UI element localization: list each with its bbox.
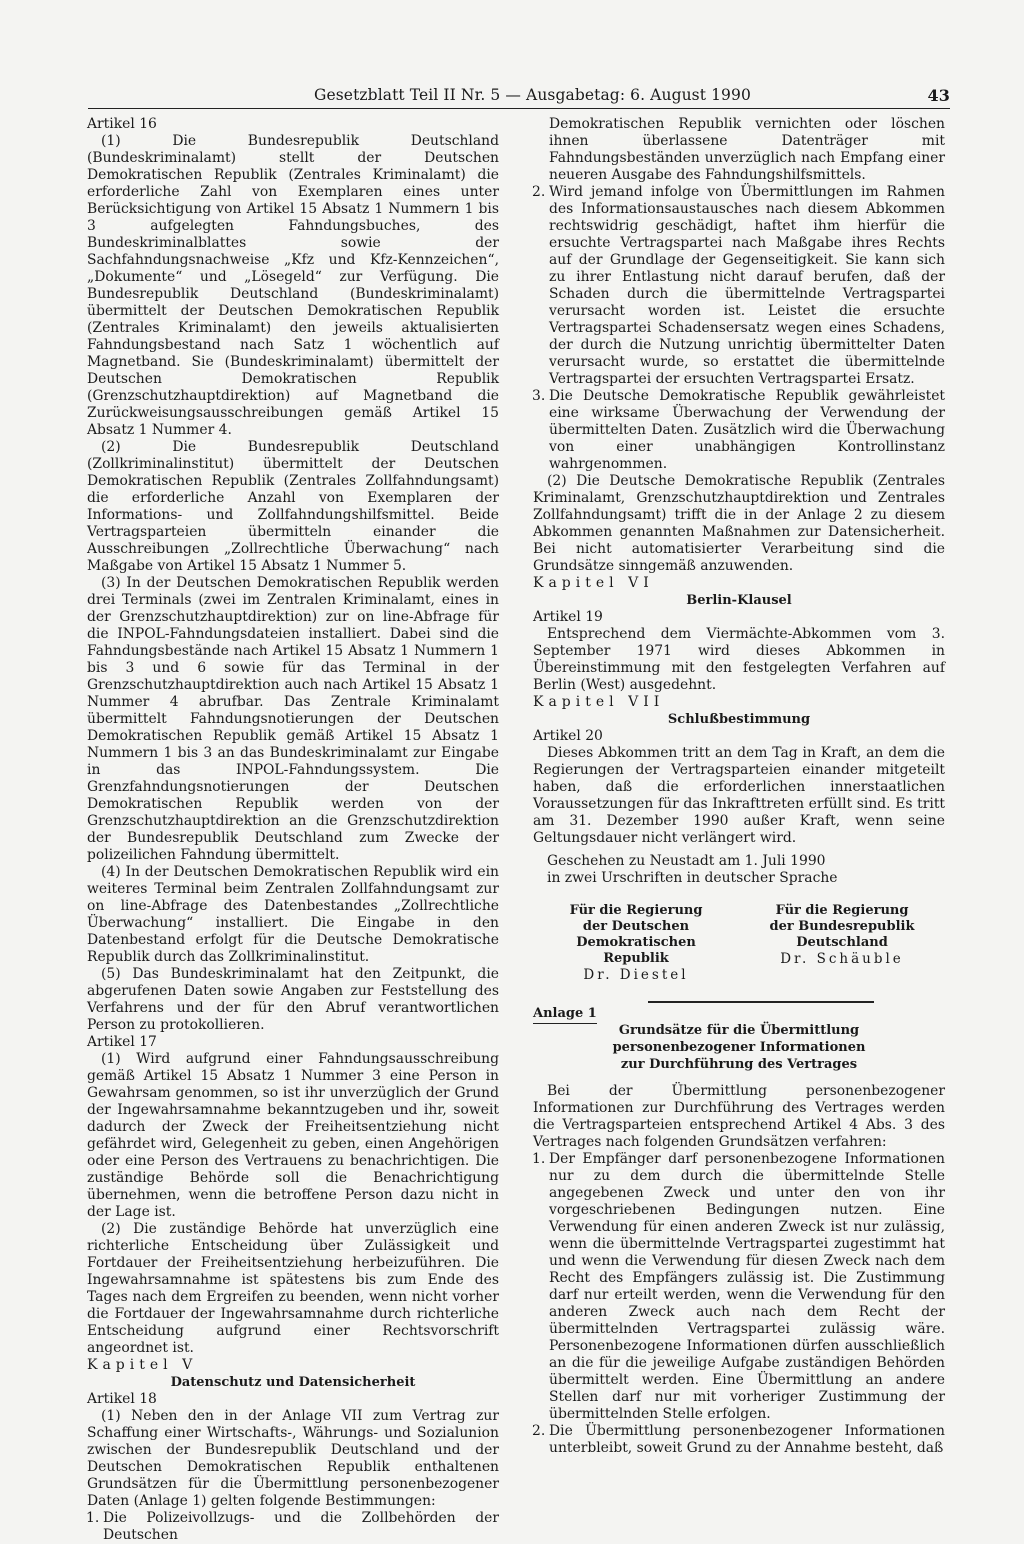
signatory-name: Dr. Schäuble	[780, 951, 904, 967]
chapter-7-title: Schlußbestimmung	[667, 712, 811, 727]
signature-line: der Bundesrepublik	[769, 919, 915, 934]
annex-title-line: Grundsätze für die Übermittlung	[618, 1022, 860, 1038]
list-item-text: Die Deutsche Demokratische Republik gewährleistet eine wirksame Überwachung der Verwendung der übermittelten Daten. Zusätzlich wird die Überwachung von einer unabhängigen Kontrollinstanz wahrgenommen.	[549, 388, 945, 472]
list-item	[533, 1151, 945, 1423]
annex-title-line: personenbezogener Informationen	[612, 1039, 866, 1055]
paragraph: (2) Die Deutsche Demokratische Republik (Zentrales Kriminalamt, Grenzschutzhauptdirektion und Zentrales Zollfahndungsamt) trifft die in der Anlage 2 zu diesem Abkommen genannten Maßnahmen zur Datensicherheit. Bei nicht automatisierter Verarbeitung sind die Grundsätze sinngemäß anzuwenden.	[533, 473, 945, 574]
signature-line: Für die Regierung	[775, 903, 909, 918]
chapter-6-title: Berlin-Klausel	[686, 593, 792, 608]
list-item-text: Der Empfänger darf personenbezogene Informationen nur zu dem durch die übermittelnde Stelle angegebenen Zweck und unter den von ihr vorgeschriebenen Bedingungen nutzen. Eine Verwendung für einen anderen Zweck ist nur zulässig, wenn die übermittelnde Vertragspartei zugestimmt hat und wenn die Verwendung für diesen Zweck nach dem Recht des Empfängers zulässig ist. Die Zustimmung darf nur erteilt werden, wenn die Verwendung für den anderen Zweck auch nach dem Recht der übermittelnden Vertragspartei zulässig wäre. Personenbezogene Informationen dürfen ausschließlich an die für die jeweilige Aufgabe zuständigen Behörden übermittelt werden. Eine Übermittlung an andere Stellen darf nur mit vorheriger Zustimmung der übermittelnden Stelle erfolgen.	[549, 1150, 945, 1422]
signatures	[533, 903, 945, 983]
annex-label	[533, 1005, 945, 1022]
paragraph: (2) Die zuständige Behörde hat unverzüglich eine richterliche Entscheidung über Zulässigkeit und Fortdauer der Freiheitsentziehung herbeizuführen. Die Ingewahrsamnahme ist spätestens bis zum Ende des Tages nach dem Ergreifen zu beenden, wenn nicht vorher die Fortdauer der Ingewahrsamnahme durch richterliche Entscheidung aufgrund einer Rechtsvorschrift angeordnet ist.	[87, 1221, 499, 1356]
list-item	[533, 388, 945, 473]
page-number: 43	[927, 86, 950, 105]
list-item: 1. Die Polizeivollzugs- und die Zollbehörden der Deutschen	[86, 1510, 499, 1543]
article-18-heading: Artikel 18	[87, 1391, 157, 1407]
annex-title-line: zur Durchführung des Vertrages	[620, 1056, 858, 1072]
place-date: Geschehen zu Neustadt am 1. Juli 1990	[547, 853, 826, 869]
article-19-heading: Artikel 19	[533, 609, 603, 625]
signature-line: Für die Regierung	[569, 903, 703, 918]
copies-note: in zwei Urschriften in deutscher Sprache	[547, 870, 838, 886]
page-header	[88, 86, 950, 106]
annex-label-text: Anlage 1	[533, 1006, 597, 1024]
list-item	[533, 184, 945, 388]
separator-rule	[648, 1001, 874, 1003]
list-number: 2.	[532, 184, 546, 200]
chapter-6-heading: Kapitel VI	[533, 575, 654, 591]
signature-line: der Deutschen Demokratischen	[576, 919, 696, 950]
signature-left	[533, 903, 739, 983]
signature-right	[739, 903, 945, 983]
paragraph: Dieses Abkommen tritt an dem Tag in Kraft, an dem die Regierungen der Vertragsparteien einander mitgeteilt haben, daß die erforderlichen innerstaatlichen Voraussetzungen für das Inkrafttreten erfüllt sind. Es tritt am 31. Dezember 1990 außer Kraft, wenn seine Geltungsdauer nicht verlängert wird.	[533, 745, 945, 846]
article-17-heading: Artikel 17	[87, 1034, 157, 1050]
paragraph: (1) Die Bundesrepublik Deutschland (Bundeskriminalamt) stellt der Deutschen Demokratischen Republik (Zentrales Kriminalamt) die erforderliche Zahl von Exemplaren eines unter Berücksichtigung von Artikel 15 Absatz 1 Nummern 1 bis 3 aufgelegten Fahndungsbuches, des Bundeskriminalblattes sowie der Sachfahndungsnachweise „Kfz und Kfz-Kennzeichen“, „Dokumente“ und „Lösegeld“ zur Verfügung. Die Bundesrepublik Deutschland (Bundeskriminalamt) übermittelt der Deutschen Demokratischen Republik (Zentrales Kriminalamt) den jeweils aktualisierten Fahndungsbestand nach Satz 1 wöchentlich auf Magnetband. Sie (Bundeskriminalamt) übermittelt der Deutschen Demokratischen Republik (Grenzschutzhauptdirektion) auf Magnetband die Zurückweisungsausschreibungen gemäß Artikel 15 Absatz 1 Nummer 4.	[87, 133, 499, 438]
signatory-name: Dr. Diestel	[583, 967, 689, 983]
chapter-7-heading: Kapitel VII	[533, 694, 665, 710]
header-title: Gesetzblatt Teil II Nr. 5 — Ausgabetag: 6. August 1990	[314, 86, 751, 104]
paragraph: (1) Neben den in der Anlage VII zum Vertrag zur Schaffung einer Wirtschafts-, Währungs- und Sozialunion zwischen der Bundesrepublik Deutschland und der Deutschen Demokratischen Republik enthaltenen Grundsätzen für die Übermittlung personenbezogener Daten (Anlage 1) gelten folgende Bestimmungen:	[87, 1408, 499, 1509]
article-20-heading: Artikel 20	[533, 728, 603, 744]
paragraph: (5) Das Bundeskriminalamt hat den Zeitpunkt, die abgerufenen Daten sowie Angaben zur Feststellung des Verfahrens und der für den Abruf verantwortlichen Person zu protokollieren.	[87, 966, 499, 1033]
list-item	[533, 1423, 945, 1457]
paragraph: Demokratischen Republik vernichten oder löschen ihnen überlassene Datenträger mit Fahndungsbeständen unverzüglich nach Empfang einer neueren Ausgabe des Fahndungshilfsmittels.	[549, 116, 945, 183]
signature-line: Republik	[603, 951, 669, 966]
paragraph: (3) In der Deutschen Demokratischen Republik werden drei Terminals (zwei im Zentralen Kriminalamt, eines in der Grenzschutzhauptdirektion) zur on line-Abfrage für die INPOL-Fahndungsdateien installiert. Dabei sind die Fahndungsbestände nach Artikel 15 Absatz 1 Nummern 1 bis 3 und 6 sowie für das Terminal in der Grenzschutzhauptdirektion auch nach Artikel 15 Absatz 1 Nummer 4 abrufbar. Das Zentrale Kriminalamt übermittelt Fahndungsnotierungen der Deutschen Demokratischen Republik gemäß Artikel 15 Absatz 1 Nummern 1 bis 3 an das Bundeskriminalamt zur Eingabe in das INPOL-Fahndungssystem. Die Grenzfahndungsnotierungen der Deutschen Demokratischen Republik werden von der Grenzschutzhauptdirektion an die Grenzschutzdirektion der Bundesrepublik Deutschland zum Zwecke der polizeilichen Fahndung übermittelt.	[87, 575, 499, 863]
list-item-text: Wird jemand infolge von Übermittlungen im Rahmen des Informationsaustausches nach diesem Abkommen rechtswidrig geschädigt, haftet ihm hierfür die ersuchte Vertragspartei nach Maßgabe ihres Rechts auf der Grundlage der Gegenseitigkeit. Sie kann sich zu ihrer Entlastung nicht darauf berufen, daß der Schaden durch die übermittelnde Vertragspartei verursacht worden ist. Leistet die ersuchte Vertragspartei Schadensersatz wegen eines Schadens, der durch die Nutzung unrichtig übermittelter Daten verursacht wurde, so erstattet die übermittelnde Vertragspartei der ersuchten Vertragspartei Ersatz.	[549, 184, 945, 387]
list-item-text: Die Polizeivollzugs- und die Zollbehörden der Deutschen	[103, 1510, 499, 1543]
paragraph: Entsprechend dem Viermächte-Abkommen vom 3. September 1971 wird dieses Abkommen in Übereinstimmung mit den festgelegten Verfahren auf Berlin (West) ausgedehnt.	[533, 626, 945, 693]
article-16-heading: Artikel 16	[87, 116, 157, 132]
list-number: 2.	[532, 1422, 546, 1439]
paragraph: (4) In der Deutschen Demokratischen Republik wird ein weiteres Terminal beim Zentralen Zollfahndungsamt zur on line-Abfrage des Datenbestandes „Zollrechtliche Überwachung“ installiert. Die Eingabe in den Datenbestand erfolgt für die Deutsche Demokratische Republik durch das Zollkriminalinstitut.	[87, 864, 499, 965]
list-number: 1.	[532, 1150, 546, 1167]
signature-line: Deutschland	[796, 935, 888, 950]
list-number: 3.	[532, 388, 546, 404]
chapter-5-heading: Kapitel V	[87, 1357, 198, 1373]
paragraph: Bei der Übermittlung personenbezogener Informationen zur Durchführung des Vertrages werden die Vertragsparteien entsprechend Artikel 4 Abs. 3 des Vertrages nach folgenden Grundsätzen verfahren:	[533, 1082, 945, 1150]
chapter-5-title: Datenschutz und Datensicherheit	[170, 1375, 416, 1390]
right-column	[533, 116, 945, 1457]
paragraph: (1) Wird aufgrund einer Fahndungsausschreibung gemäß Artikel 15 Absatz 1 Nummer 3 eine Person in Gewahrsam genommen, so ist ihr unverzüglich der Grund der Ingewahrsamnahme bekanntzugeben und ihr, soweit dadurch der Zweck der Freiheitsentziehung nicht gefährdet wird, Gelegenheit zu geben, einen Angehörigen oder eine Person des Vertrauens zu benachrichtigen. Die zuständige Behörde soll die Benachrichtigung übernehmen, wenn die betroffene Person dazu nicht in der Lage ist.	[87, 1051, 499, 1220]
left-column	[87, 116, 499, 1544]
paragraph: (2) Die Bundesrepublik Deutschland (Zollkriminalinstitut) übermittelt der Deutschen Demokratischen Republik (Zentrales Zollfahndungsamt) die erforderliche Anzahl von Exemplaren der Informations- und Zollfahndungshilfsmittel. Beide Vertragsparteien übermitteln einander die Ausschreibungen „Zollrechtliche Überwachung“ nach Maßgabe von Artikel 15 Absatz 1 Nummer 5.	[87, 439, 499, 574]
list-item-text: Die Übermittlung personenbezogener Informationen unterbleibt, soweit Grund zu der Annahme besteht, daß	[549, 1422, 945, 1456]
header-rule	[88, 108, 950, 109]
